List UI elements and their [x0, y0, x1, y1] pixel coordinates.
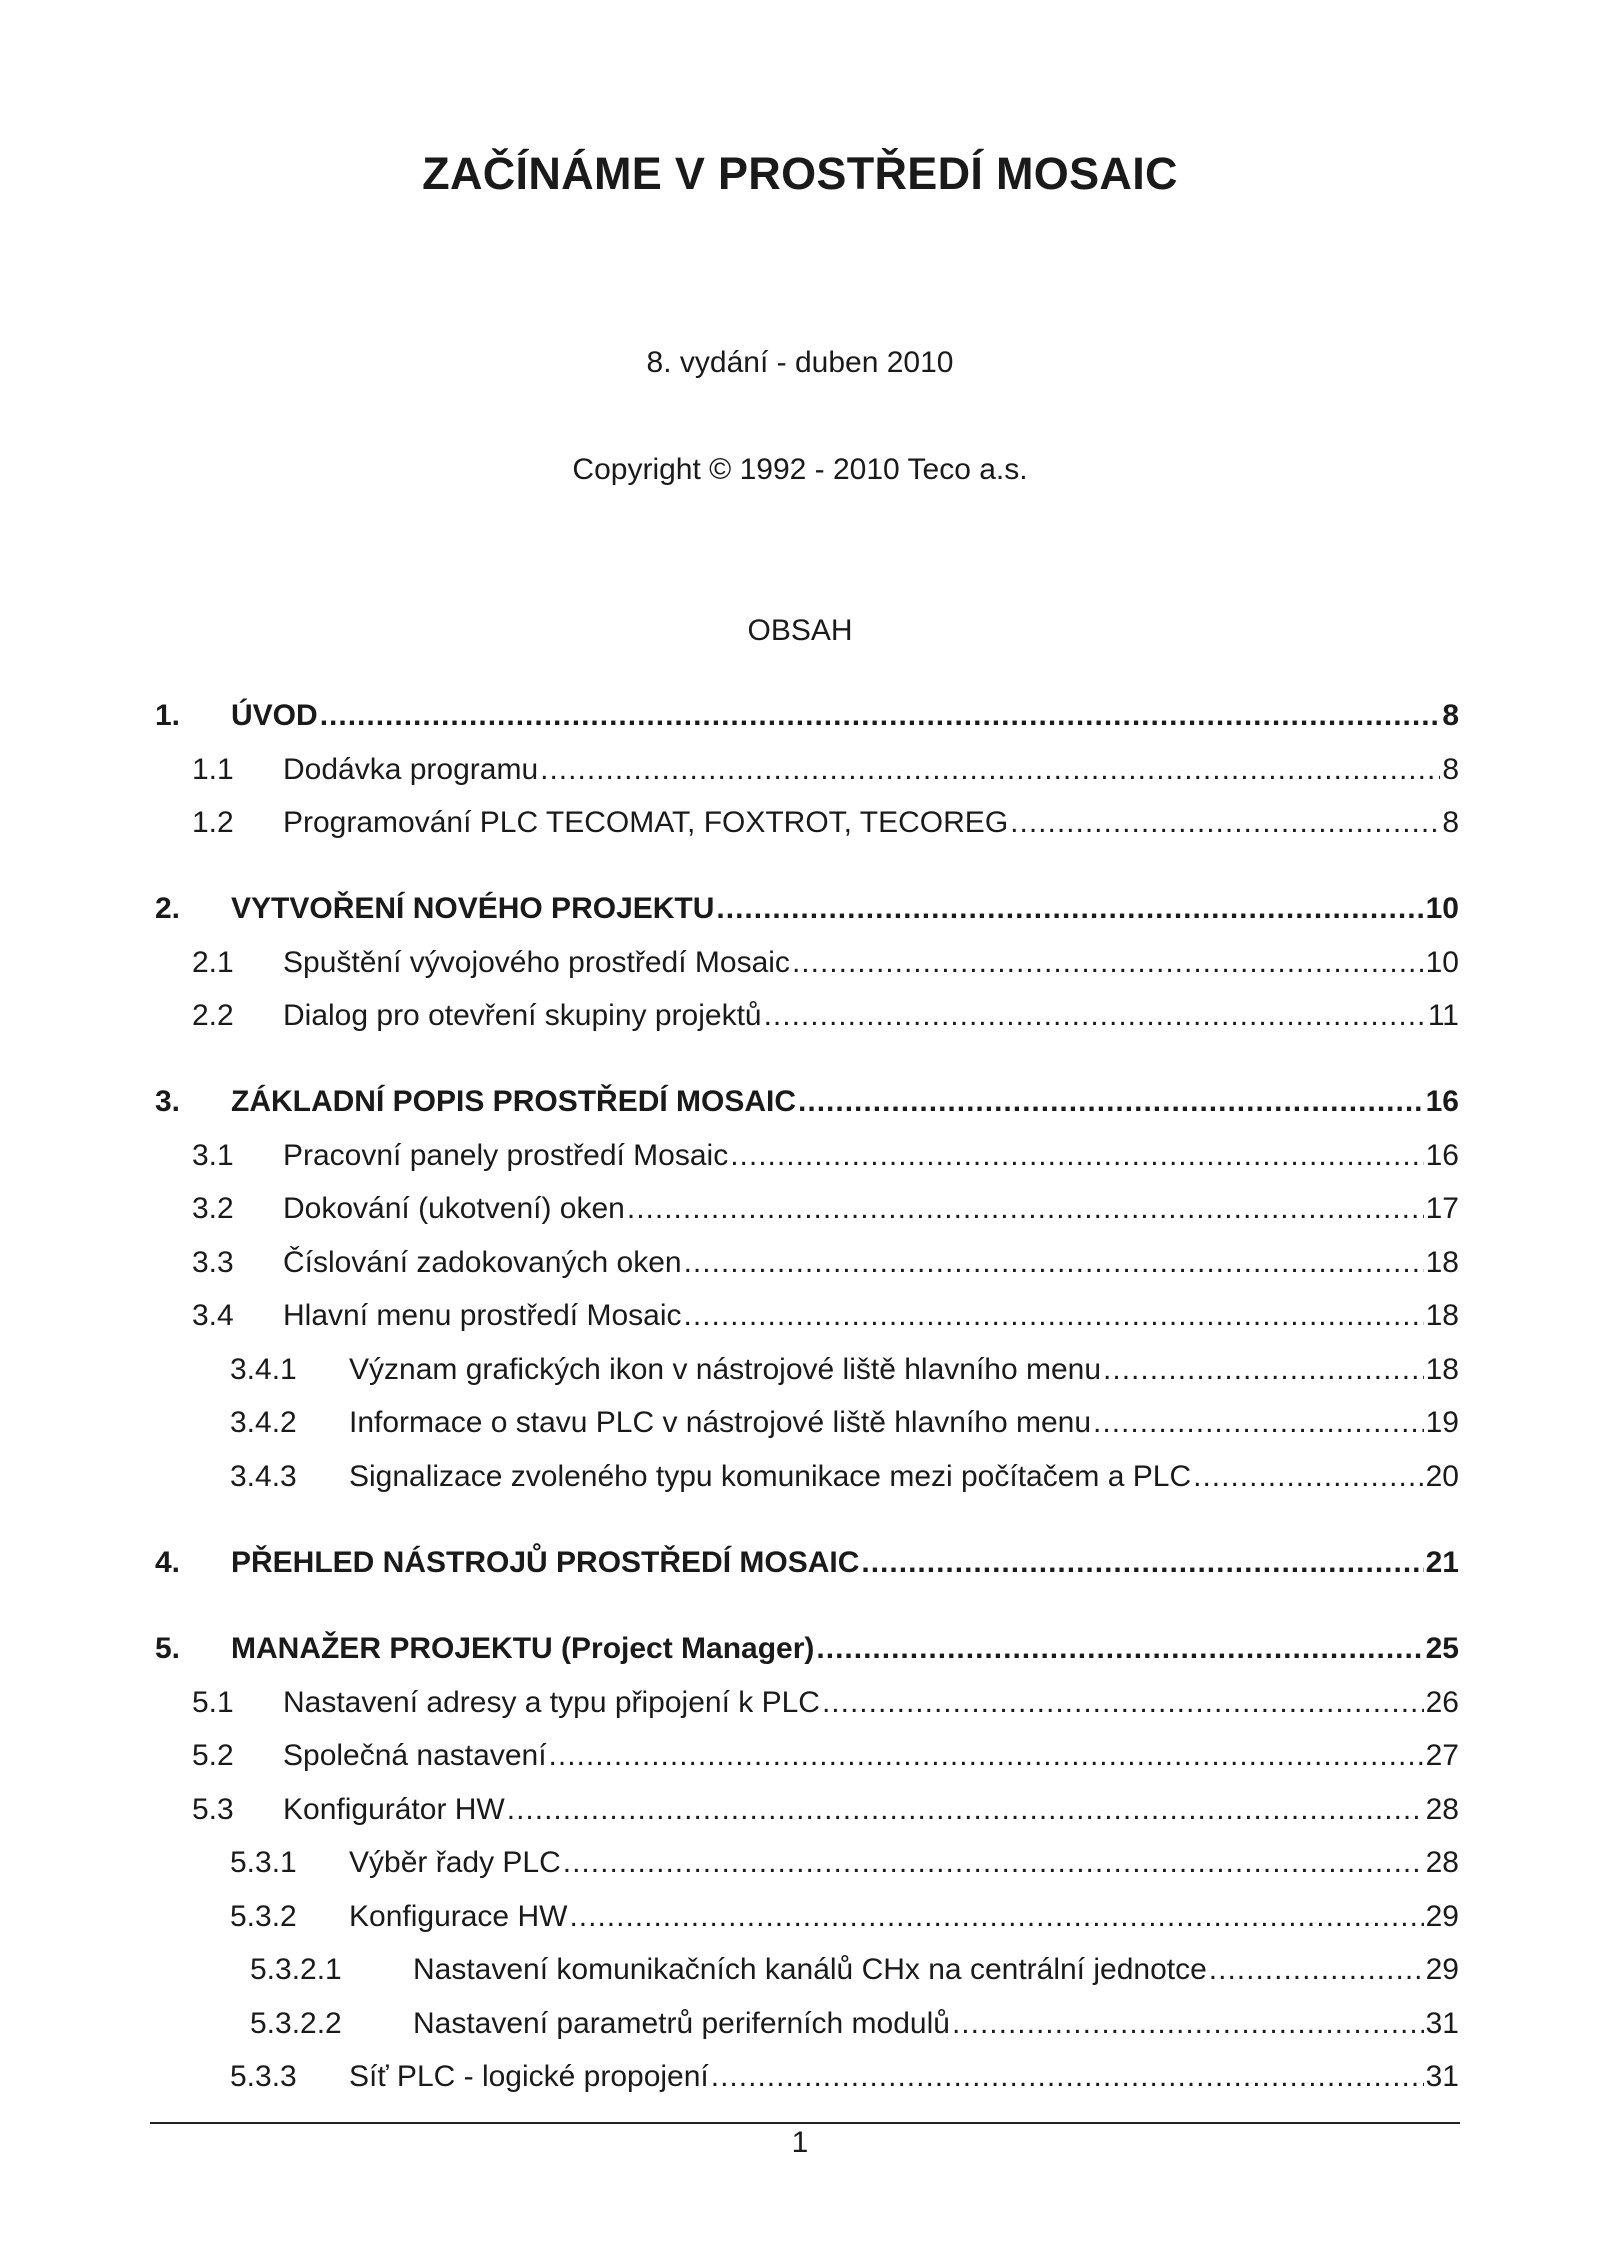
toc-entry-page: 25 — [1425, 1632, 1459, 1665]
toc-leader-dots — [540, 750, 1440, 790]
toc-entry-number: 3.4 — [192, 1299, 234, 1332]
toc-leader-dots — [627, 1189, 1424, 1229]
toc-entry-page: 29 — [1425, 1900, 1459, 1933]
toc-entry-page: 29 — [1425, 1953, 1459, 1986]
toc-entry-page: 8 — [1442, 753, 1459, 786]
toc-entry-number: 1. — [155, 699, 181, 732]
toc-leader-dots — [1010, 803, 1440, 843]
toc-entry — [0, 1136, 1600, 1176]
toc-entry-number: 3.2 — [192, 1192, 234, 1225]
toc-entry-number: 3.4.3 — [230, 1460, 297, 1493]
toc-entry-page: 11 — [1427, 999, 1459, 1032]
toc-leader-dots — [764, 996, 1426, 1036]
toc-leader-dots — [716, 889, 1423, 929]
toc-entry-page: 10 — [1425, 946, 1459, 979]
toc-entry-number: 5.3.3 — [230, 2060, 297, 2093]
toc-entry-page: 18 — [1425, 1299, 1459, 1332]
toc-entry-title: Spuštění vývojového prostředí Mosaic — [283, 946, 790, 979]
toc-entry-page: 18 — [1425, 1353, 1459, 1386]
toc-leader-dots — [1193, 1457, 1424, 1497]
toc-entry-number: 2. — [155, 892, 181, 925]
toc-entry-number: 5.1 — [192, 1686, 234, 1719]
toc-entry-number: 5.3.2 — [230, 1900, 297, 1933]
toc-entry-number: 3.3 — [192, 1246, 234, 1279]
toc-entry-title: Hlavní menu prostředí Mosaic — [283, 1299, 682, 1332]
toc-entry-page: 27 — [1425, 1739, 1459, 1772]
toc-entry-title: Dodávka programu — [283, 753, 539, 786]
toc-leader-dots — [1103, 1350, 1424, 1390]
toc-leader-dots — [569, 1897, 1423, 1937]
toc-entry-number: 1.2 — [192, 806, 234, 839]
toc-leader-dots — [792, 943, 1424, 983]
toc-entry-title: Dialog pro otevření skupiny projektů — [283, 999, 762, 1032]
toc-entry — [0, 1629, 1600, 1669]
toc-leader-dots — [1093, 1403, 1424, 1443]
toc-entry-number: 2.1 — [192, 946, 234, 979]
toc-entry-number: 2.2 — [192, 999, 234, 1032]
toc-entry-page: 8 — [1442, 806, 1459, 839]
toc-entry — [0, 1950, 1600, 1990]
toc-entry — [0, 943, 1600, 983]
toc-entry — [0, 2004, 1600, 2044]
toc-entry-page: 28 — [1425, 1846, 1459, 1879]
toc-leader-dots — [822, 1683, 1424, 1723]
toc-entry — [0, 696, 1600, 736]
toc-entry-page: 17 — [1425, 1192, 1459, 1225]
toc-entry-number: 3.1 — [192, 1139, 234, 1172]
toc-entry-page: 26 — [1425, 1686, 1459, 1719]
toc-entry-title: ZÁKLADNÍ POPIS PROSTŘEDÍ MOSAIC — [231, 1085, 797, 1118]
toc-entry — [0, 1897, 1600, 1937]
toc-entry-title: Výběr řady PLC — [349, 1846, 561, 1879]
toc-leader-dots — [816, 1629, 1423, 1669]
toc-heading: OBSAH — [747, 614, 853, 647]
toc-entry-page: 20 — [1425, 1460, 1459, 1493]
toc-entry-title: VYTVOŘENÍ NOVÉHO PROJEKTU — [231, 892, 715, 925]
toc-entry-number: 1.1 — [192, 753, 234, 786]
toc-entry-title: Nastavení komunikačních kanálů CHx na centrální jednotce — [413, 1953, 1207, 1986]
toc-entry — [0, 1403, 1600, 1443]
page-number: 1 — [791, 2126, 809, 2159]
toc-entry — [0, 1790, 1600, 1830]
toc-leader-dots — [320, 696, 1441, 736]
toc-entry-number: 5.3 — [192, 1793, 234, 1826]
toc-entry-number: 5.3.1 — [230, 1846, 297, 1879]
toc-leader-dots — [952, 2004, 1424, 2044]
toc-entry-title: Nastavení parametrů periferních modulů — [413, 2007, 950, 2040]
edition-line: 8. vydání - duben 2010 — [646, 346, 954, 379]
toc-entry-title: Informace o stavu PLC v nástrojové liště hlavního menu — [349, 1406, 1092, 1439]
toc-entry — [0, 1243, 1600, 1283]
toc-entry-number: 3.4.2 — [230, 1406, 297, 1439]
toc-entry-page: 18 — [1425, 1246, 1459, 1279]
toc-entry-title: MANAŽER PROJEKTU (Project Manager) — [231, 1632, 815, 1665]
toc-entry-number: 3.4.1 — [230, 1353, 297, 1386]
footer-divider — [150, 2122, 1460, 2124]
toc-entry-number: 4. — [155, 1546, 181, 1579]
copyright-line: Copyright © 1992 - 2010 Teco a.s. — [572, 453, 1028, 486]
toc-entry-page: 31 — [1425, 2007, 1459, 2040]
toc-entry-title: Konfigurátor HW — [283, 1793, 505, 1826]
toc-entry — [0, 1543, 1600, 1583]
toc-entry — [0, 996, 1600, 1036]
toc-entry-title: Signalizace zvoleného typu komunikace mezi počítačem a PLC — [349, 1460, 1192, 1493]
toc-entry — [0, 2057, 1600, 2097]
toc-entry-page: 16 — [1425, 1085, 1459, 1118]
toc-entry-title: PŘEHLED NÁSTROJŮ PROSTŘEDÍ MOSAIC — [231, 1546, 860, 1579]
toc-entry — [0, 750, 1600, 790]
toc-entry-number: 5. — [155, 1632, 181, 1665]
toc-entry — [0, 1457, 1600, 1497]
toc-leader-dots — [563, 1843, 1424, 1883]
toc-entry-title: Programování PLC TECOMAT, FOXTROT, TECOREG — [283, 806, 1009, 839]
toc-entry — [0, 1189, 1600, 1229]
toc-entry-title: Konfigurace HW — [349, 1900, 568, 1933]
toc-entry — [0, 1296, 1600, 1336]
toc-leader-dots — [1209, 1950, 1424, 1990]
toc-leader-dots — [711, 2057, 1424, 2097]
toc-entry-title: Pracovní panely prostředí Mosaic — [283, 1139, 729, 1172]
toc-entry-number: 5.3.2.1 — [250, 1953, 342, 1986]
toc-entry-page: 21 — [1425, 1546, 1459, 1579]
toc-entry-page: 19 — [1425, 1406, 1459, 1439]
toc-leader-dots — [549, 1736, 1424, 1776]
toc-leader-dots — [684, 1243, 1424, 1283]
toc-entry-title: ÚVOD — [231, 699, 318, 732]
document-title: ZAČÍNÁME V PROSTŘEDÍ MOSAIC — [422, 148, 1178, 199]
toc-entry — [0, 1350, 1600, 1390]
toc-entry-number: 3. — [155, 1085, 181, 1118]
toc-entry-page: 28 — [1425, 1793, 1459, 1826]
toc-leader-dots — [861, 1543, 1423, 1583]
toc-entry — [0, 1082, 1600, 1122]
toc-entry-title: Význam grafických ikon v nástrojové liště hlavního menu — [349, 1353, 1102, 1386]
toc-leader-dots — [730, 1136, 1423, 1176]
toc-entry-page: 10 — [1425, 892, 1459, 925]
toc-entry-title: Dokování (ukotvení) oken — [283, 1192, 625, 1225]
toc-entry — [0, 1683, 1600, 1723]
toc-leader-dots — [684, 1296, 1424, 1336]
toc-entry-number: 5.2 — [192, 1739, 234, 1772]
toc-entry — [0, 1843, 1600, 1883]
toc-entry-page: 16 — [1425, 1139, 1459, 1172]
toc-entry — [0, 803, 1600, 843]
toc-entry-title: Společná nastavení — [283, 1739, 547, 1772]
toc-leader-dots — [798, 1082, 1424, 1122]
toc-entry-title: Číslování zadokovaných oken — [283, 1246, 682, 1279]
toc-entry-page: 31 — [1425, 2060, 1459, 2093]
toc-entry-number: 5.3.2.2 — [250, 2007, 342, 2040]
toc-entry-page: 8 — [1442, 699, 1459, 732]
toc-entry — [0, 1736, 1600, 1776]
toc-entry-title: Nastavení adresy a typu připojení k PLC — [283, 1686, 820, 1719]
toc-entry — [0, 889, 1600, 929]
toc-entry-title: Síť PLC - logické propojení — [349, 2060, 709, 2093]
toc-leader-dots — [507, 1790, 1424, 1830]
